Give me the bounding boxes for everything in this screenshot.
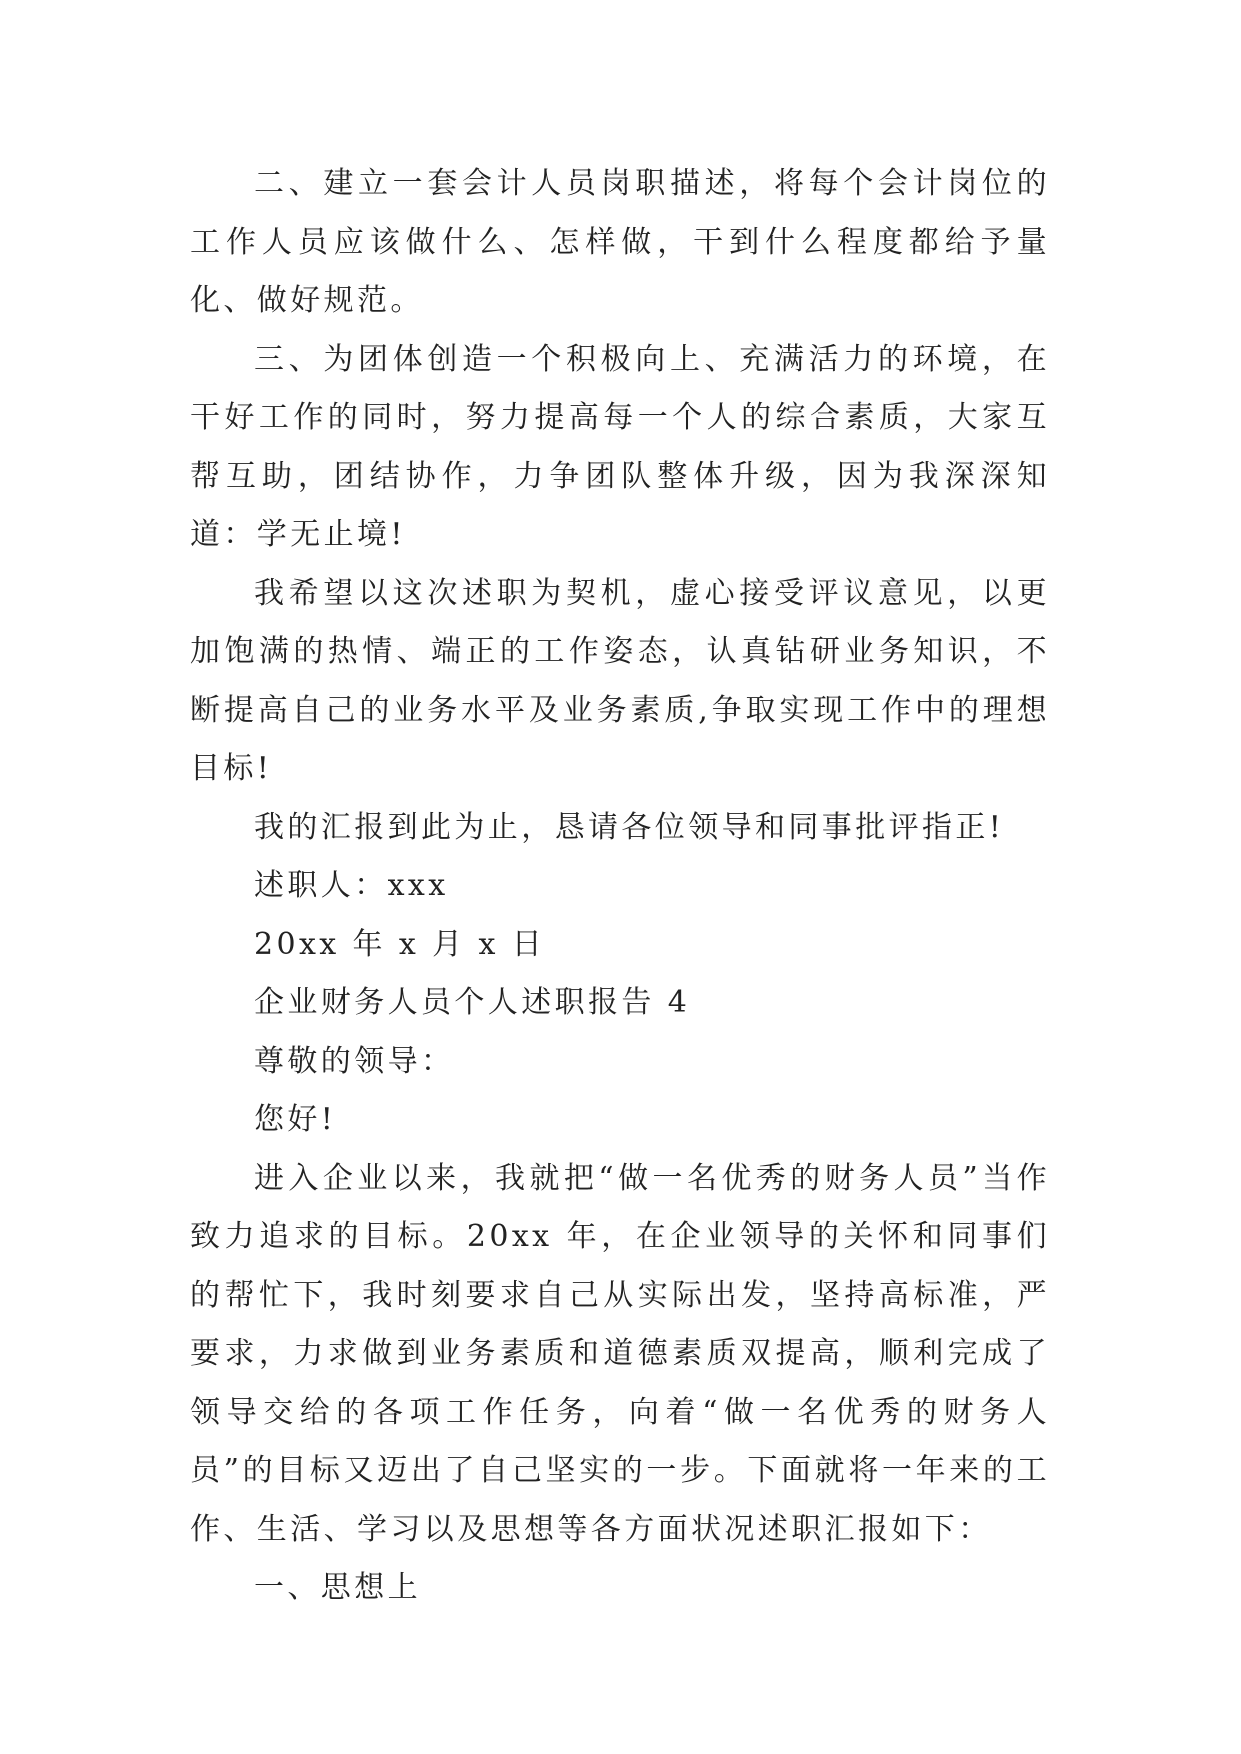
paragraph-hope: 我希望以这次述职为契机，虚心接受评议意见，以更加饱满的热情、端正的工作姿态，认真钻研业务知识，不断提高自己的业务水平及业务素质,争取实现工作中的理想目标!: [190, 575, 1050, 786]
greeting: 您好!: [254, 1102, 337, 1137]
paragraph-introduction: 进入企业以来，我就把“做一名优秀的财务人员”当作致力追求的目标。20xx 年，在企业领导的关怀和同事们的帮忙下，我时刻要求自己从实际出发，坚持高标准，严要求，力求做到业务素质和道德素质双提高，顺利完成了领导交给的各项工作任务，向着“做一名优秀的财务人员”的目标又迈出了自己坚实的一步。下面就将一年来的工作、生活、学习以及思想等各方面状况述职汇报如下：: [190, 1160, 1050, 1547]
paragraph-accounting-job-description: 二、建立一套会计人员岗职描述，将每个会计岗位的工作人员应该做什么、怎样做，干到什么程度都给予量化、做好规范。: [190, 166, 1050, 318]
paragraph-team-environment: 三、为团体创造一个积极向上、充满活力的环境，在干好工作的同时，努力提高每一个人的综合素质，大家互帮互助，团结协作，力争团队整体升级，因为我深深知道：学无止境!: [190, 341, 1050, 552]
salutation: 尊敬的领导：: [254, 1043, 455, 1079]
report-date: 20xx 年 x 月 x 日: [254, 926, 546, 962]
paragraph-report-closing: 我的汇报到此为止，恳请各位领导和同事批评指正!: [254, 809, 1005, 845]
document-body: [190, 155, 1050, 1618]
report-title: 企业财务人员个人述职报告 4: [254, 985, 691, 1020]
reporter-signature: 述职人：xxx: [254, 868, 449, 903]
section-heading-thought: 一、思想上: [254, 1570, 421, 1605]
